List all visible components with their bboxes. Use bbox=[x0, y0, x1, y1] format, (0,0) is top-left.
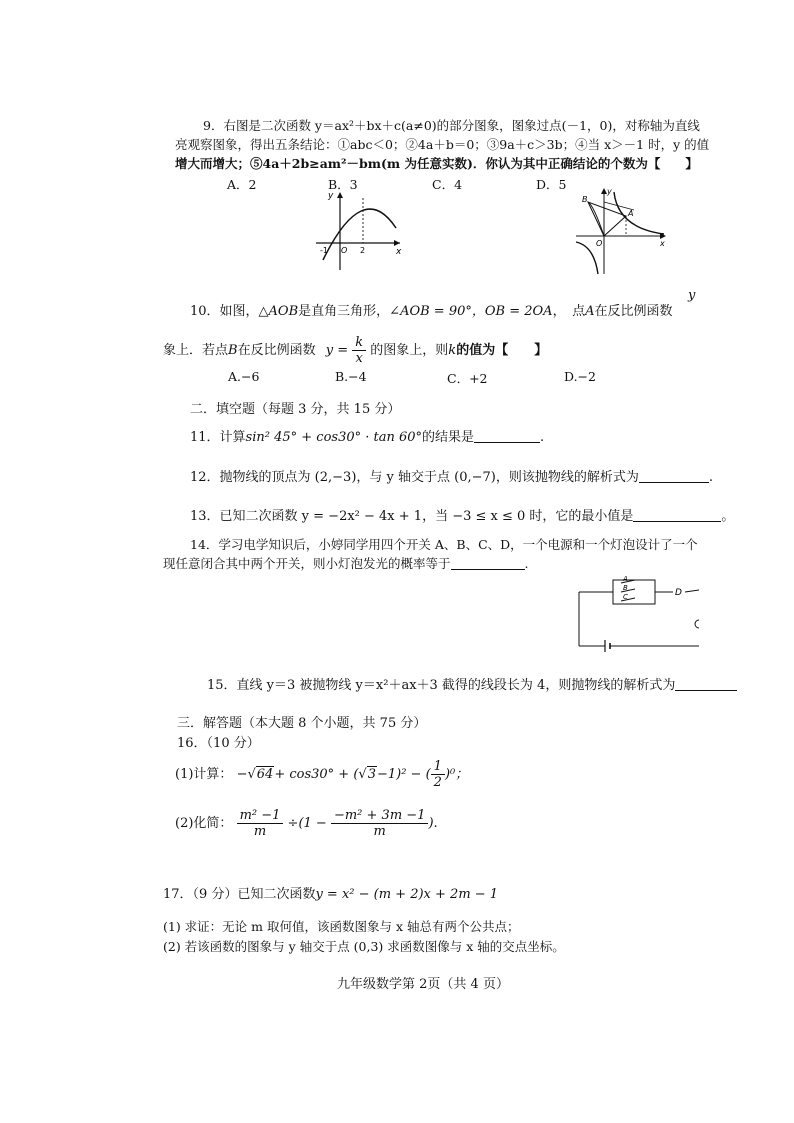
q16-half-den: 2 bbox=[433, 775, 442, 790]
section2-title: 二．填空题（每题 3 分，共 15 分） bbox=[190, 402, 401, 417]
q10-line2 bbox=[163, 333, 547, 369]
q10-line1 bbox=[190, 302, 672, 322]
q9-parabola-graph bbox=[308, 188, 408, 272]
q16-p2-num1: m² −1 bbox=[237, 808, 284, 824]
q12-end: . bbox=[708, 470, 713, 485]
q10-point-b-label: B bbox=[582, 195, 588, 204]
q16-p1-d: )⁰； bbox=[444, 767, 469, 782]
q10-k: k bbox=[448, 343, 457, 358]
q12-text: 12．抛物线的顶点为 (2,−3)，与 y 轴交于点 (0,−7)，则该抛物线的解析式为 bbox=[190, 470, 639, 485]
switch-b-label: B bbox=[623, 584, 628, 592]
bulb-icon bbox=[695, 620, 699, 628]
q10-branch-left bbox=[576, 242, 598, 274]
q9-option-c: C．4 bbox=[432, 177, 463, 192]
circuit-parallel-box bbox=[613, 580, 655, 604]
q10-option-d: D.−2 bbox=[564, 369, 596, 384]
q16-part2-label: (2)化简： bbox=[175, 816, 233, 831]
q10-condition: ∠AOB = 90°，OB = 2OA bbox=[389, 304, 553, 319]
q15-text: 15．直线 y＝3 被抛物线 y＝x²＋ax＋3 截得的线段长为 4，则抛物线的解析式为 bbox=[207, 678, 676, 693]
q16-sqrt-3: √3 bbox=[358, 767, 376, 782]
q16-p2-mid: ÷(1 − bbox=[287, 816, 327, 831]
q10-line2-b: 在反比例函数 bbox=[237, 343, 316, 358]
section3-title: 三．解答题（本大题 8 个小题，共 75 分） bbox=[177, 716, 427, 731]
q17-part1: (1) 求证：无论 m 取何值，该函数图象与 x 轴总有两个公共点； bbox=[163, 919, 520, 934]
q11-end: . bbox=[540, 430, 545, 445]
q10-point-a: A bbox=[585, 304, 595, 319]
q16-p1-a: − bbox=[236, 767, 248, 782]
q9-line3: 增大而增大；⑤4a＋2b≥am²－bm(m 为任意实数)．你认为其中正确结论的个数为【 】 bbox=[175, 156, 698, 171]
q14-circuit-diagram bbox=[575, 572, 699, 652]
q13-text: 13．已知二次函数 y = −2x² − 4x + 1，当 −3 ≤ x ≤ 0 时，它的最小值是 bbox=[190, 509, 634, 524]
q14-end: . bbox=[524, 556, 529, 571]
q10-func-num: k bbox=[352, 335, 366, 351]
q16-p1-b: + cos30° + ( bbox=[274, 767, 359, 782]
q9-x-arrow bbox=[394, 240, 400, 246]
q15-answer-blank[interactable] bbox=[675, 678, 737, 691]
q10-point-b: B bbox=[228, 343, 238, 358]
q14-answer-blank[interactable] bbox=[451, 557, 525, 570]
page-footer: 九年级数学第 2页（共 4 页） bbox=[337, 977, 509, 992]
q16-part2 bbox=[175, 804, 438, 844]
q10-line2-a: 象上．若点 bbox=[163, 343, 229, 358]
q10-trailing-y: y bbox=[688, 288, 696, 303]
q17-header-line bbox=[163, 886, 498, 904]
q11-answer-blank[interactable] bbox=[474, 430, 540, 443]
q16-p2-den2: m bbox=[373, 824, 386, 839]
q10-y-label: y bbox=[607, 187, 612, 196]
q9-option-b: B．3 bbox=[328, 177, 358, 192]
q16-half-fraction bbox=[431, 759, 445, 790]
q9-line2: 亮观察图象，得出五条结论：①abc＜0；②4a＋b＝0；③9a＋c＞3b；④当 x＞－1 时，y 的值 bbox=[175, 137, 710, 152]
switch-c-label: C bbox=[623, 593, 628, 601]
q10-branch-right bbox=[614, 192, 664, 234]
q10-func-lhs: y = bbox=[325, 343, 349, 358]
q14-line2 bbox=[163, 556, 529, 572]
q9-two-label: 2 bbox=[360, 246, 366, 255]
q13-answer-blank[interactable] bbox=[633, 509, 721, 522]
q14-text: 现任意闭合其中两个开关，则小灯泡发光的概率等于 bbox=[163, 556, 451, 571]
q17-part2: (2) 若该函数的图象与 y 轴交于点 (0,3) 求函数图像与 x 轴的交点坐标。 bbox=[163, 939, 565, 954]
switch-a-label: A bbox=[623, 575, 628, 583]
q16-p2-frac1 bbox=[237, 808, 284, 839]
q10-x-label: x bbox=[660, 239, 665, 248]
q16-header: 16．（10 分） bbox=[177, 736, 260, 751]
q10-mid1: 是直角三角形， bbox=[298, 304, 390, 319]
q16-sqrt-64: √64 bbox=[247, 767, 274, 782]
q16-p1-c: −1)² − ( bbox=[376, 767, 431, 782]
q16-root-64: 64 bbox=[256, 767, 274, 782]
q16-part1-label: (1)计算： bbox=[175, 767, 233, 782]
q9-neg1-label: -1 bbox=[320, 246, 328, 255]
q10-hyperbola-figure bbox=[574, 186, 668, 276]
q16-p2-den1: m bbox=[253, 824, 267, 839]
q11-suffix: 的结果是 bbox=[422, 430, 475, 445]
q17-expr: y = x² − (m + 2)x + 2m − 1 bbox=[315, 887, 499, 902]
q16-p2-end: ). bbox=[428, 816, 438, 831]
q10-option-a: A.−6 bbox=[228, 369, 260, 384]
q10-line2-d: 的值为【 】 bbox=[456, 343, 548, 358]
q16-half-num: 1 bbox=[431, 759, 445, 775]
q17-header: 17．（9 分）已知二次函数 bbox=[163, 887, 316, 902]
q10-origin-label: O bbox=[596, 239, 603, 248]
q11-prefix: 11．计算 bbox=[190, 430, 246, 445]
q10-func-den: x bbox=[355, 351, 363, 366]
q11-line bbox=[190, 429, 544, 447]
q12-answer-blank[interactable] bbox=[639, 470, 709, 483]
q9-option-a: A．2 bbox=[227, 177, 257, 192]
q16-p2-num2: −m² + 3m −1 bbox=[331, 808, 428, 824]
q10-option-b: B.−4 bbox=[335, 369, 367, 384]
q9-line1: 9．右图是二次函数 y＝ax²＋bx＋c(a≠0)的部分图象，图象过点(－1，0)，对称轴为直线 bbox=[203, 118, 700, 133]
q9-x-label: x bbox=[396, 247, 402, 257]
q10-line2-c: 的图象上，则 bbox=[370, 343, 449, 358]
q11-expr: sin² 45° + cos30° · tan 60° bbox=[245, 430, 423, 445]
q14-line1: 14．学习电学知识后，小婷同学用四个开关 A、B、C、D，一个电源和一个灯泡设计了一个 bbox=[190, 537, 698, 552]
q9-y-arrow bbox=[337, 192, 343, 198]
q9-option-d: D．5 bbox=[536, 177, 567, 192]
q13-line bbox=[190, 509, 734, 525]
switch-d bbox=[685, 590, 699, 592]
q10-option-c: C．+2 bbox=[447, 371, 488, 386]
switch-d-label: D bbox=[675, 588, 682, 598]
q10-triangle-aob bbox=[588, 202, 626, 236]
q10-prefix: 10．如图， bbox=[190, 304, 259, 319]
q10-suffix: 在反比例函数 bbox=[594, 304, 673, 319]
q10-triangle: △AOB bbox=[258, 304, 299, 319]
q10-func-fraction bbox=[352, 335, 366, 366]
q9-y-label: y bbox=[328, 191, 334, 201]
q13-end: 。 bbox=[721, 509, 735, 524]
q16-root-3: 3 bbox=[367, 767, 376, 782]
q15-line bbox=[207, 678, 737, 694]
q10-point-a-label: A bbox=[628, 209, 634, 218]
q10-mid2: ， 点 bbox=[552, 304, 586, 319]
q16-p2-frac2 bbox=[331, 808, 428, 839]
q9-origin-label: O bbox=[341, 246, 348, 255]
q12-line bbox=[190, 470, 713, 486]
q16-part1 bbox=[175, 756, 468, 794]
